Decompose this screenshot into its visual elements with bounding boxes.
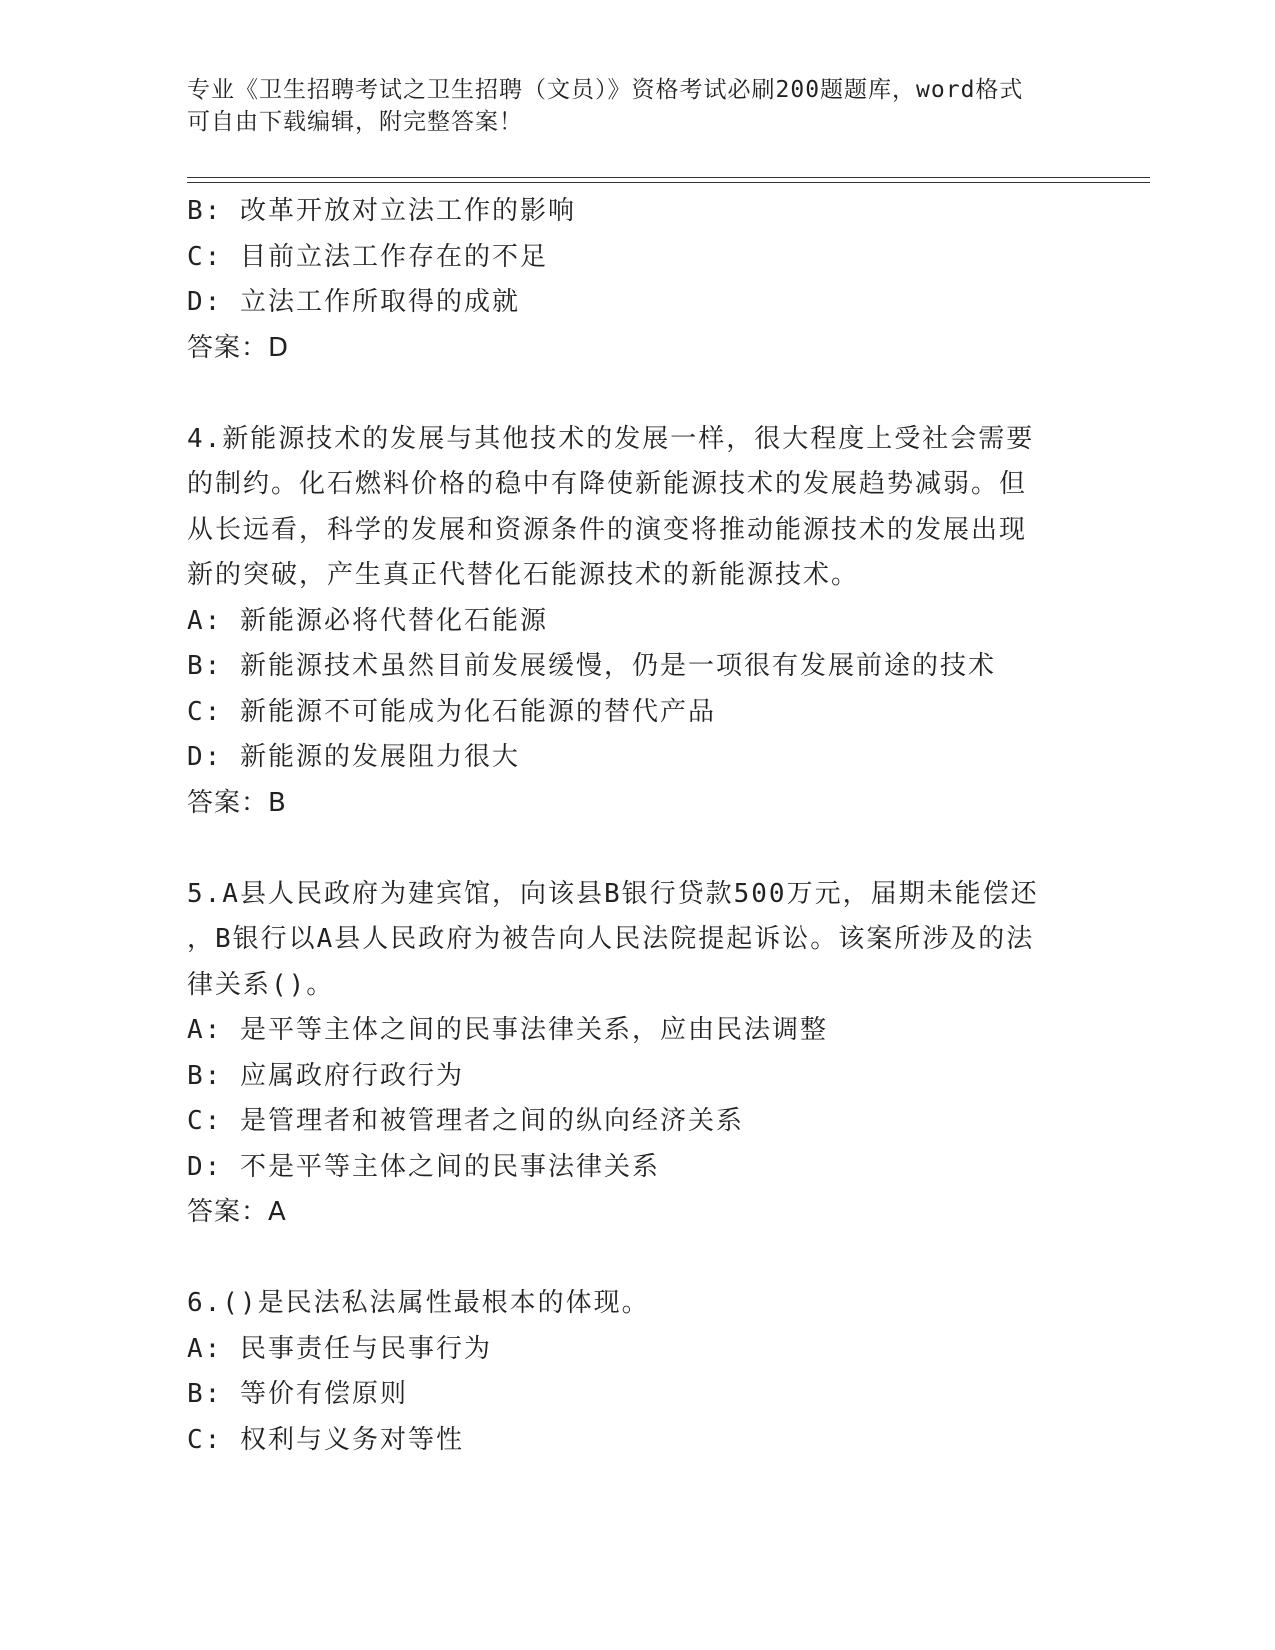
q5-stem-line-1: 5.A县人民政府为建宾馆，向该县B银行贷款500万元，届期未能偿还 [187,878,1039,909]
question-5 [187,872,1087,1236]
q4-option-c: C: 新能源不可能成为化石能源的替代产品 [187,696,716,727]
q5-answer: 答案：A [187,1197,287,1227]
spacer [187,1236,1087,1282]
q4-answer: 答案：B [187,787,287,818]
q6-stem-line-1: 6.()是民法私法属性最根本的体现。 [187,1288,650,1318]
q5-option-d: D: 不是平等主体之间的民事法律关系 [187,1151,660,1182]
question-4 [187,417,1087,827]
q3-option-d: D: 立法工作所取得的成就 [187,287,520,317]
q4-stem-line-3: 从长远看，科学的发展和资源条件的演变将推动能源技术的发展出现 [187,514,1028,545]
q4-stem-line-2: 的制约。化石燃料价格的稳中有降使新能源技术的发展趋势减弱。但 [187,469,1028,499]
document-header [187,74,1087,138]
q6-option-a: A: 民事责任与民事行为 [187,1333,492,1364]
q6-option-b: B: 等价有偿原则 [187,1379,408,1409]
header-divider-top [187,177,1150,178]
q3-option-c: C: 目前立法工作存在的不足 [187,241,548,272]
question-3 [187,189,1087,371]
q5-stem-line-3: 律关系()。 [187,969,335,1000]
q4-stem-line-4: 新的突破，产生真正代替化石能源技术的新能源技术。 [187,560,860,590]
header-divider-bottom [187,182,1150,183]
q4-stem-line-1: 4.新能源技术的发展与其他技术的发展一样，很大程度上受社会需要 [187,423,1035,454]
q4-option-d: D: 新能源的发展阻力很大 [187,742,520,772]
q3-answer: 答案：D [187,332,290,363]
spacer [187,371,1087,417]
question-list [187,189,1087,1463]
header-title-line-2: 可自由下载编辑，附完整答案！ [187,109,523,135]
q4-option-a: A: 新能源必将代替化石能源 [187,605,548,636]
q5-stem-line-2: ，B银行以A县人民政府为被告向人民法院提起诉讼。该案所涉及的法 [187,924,1035,954]
q5-option-c: C: 是管理者和被管理者之间的纵向经济关系 [187,1106,744,1136]
q5-option-b: B: 应属政府行政行为 [187,1060,464,1091]
spacer [187,826,1087,872]
header-title-line-1: 专业《卫生招聘考试之卫生招聘（文员）》资格考试必刷200题题库，word格式 [187,77,1024,103]
q5-option-a: A: 是平等主体之间的民事法律关系，应由民法调整 [187,1015,828,1045]
q4-option-b: B: 新能源技术虽然目前发展缓慢，仍是一项很有发展前途的技术 [187,651,996,681]
question-6 [187,1281,1087,1463]
q3-option-b: B: 改革开放对立法工作的影响 [187,196,576,226]
q6-option-c: C: 权利与义务对等性 [187,1424,464,1455]
